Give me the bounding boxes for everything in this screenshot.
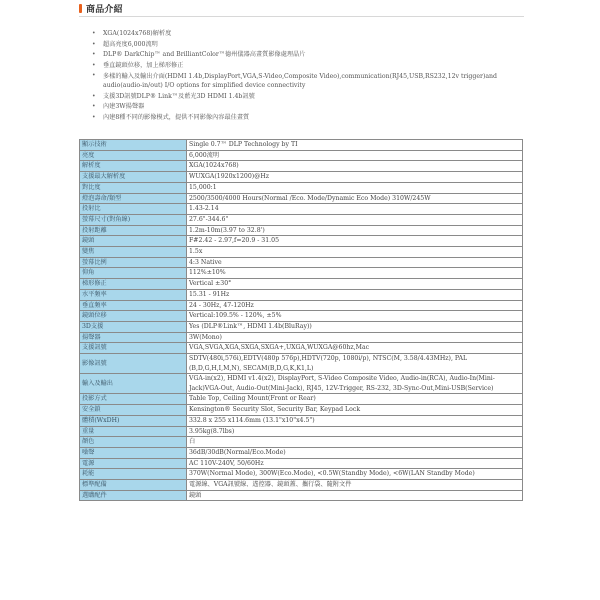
bullet-icon: • <box>92 72 96 80</box>
spec-row <box>80 268 523 279</box>
spec-row <box>80 405 523 416</box>
spec-row <box>80 311 523 322</box>
spec-value: Table Top, Ceiling Mount(Front or Rear) <box>187 394 523 405</box>
spec-value: 1.2m-10m(3.97 to 32.8') <box>187 225 523 236</box>
spec-row <box>80 426 523 437</box>
spec-label: 仰角 <box>80 268 187 279</box>
spec-row <box>80 140 523 151</box>
spec-label: 重量 <box>80 426 187 437</box>
feature-item: • 內建8種不同的影像模式，提供不同影像內容最佳畫質 <box>90 113 530 124</box>
spec-row <box>80 447 523 458</box>
spec-value: 1.5x <box>187 247 523 258</box>
spec-label: 垂直頻率 <box>80 300 187 311</box>
spec-label: 顯示技術 <box>80 140 187 151</box>
spec-label: 體積(WxDH) <box>80 415 187 426</box>
spec-row <box>80 204 523 215</box>
bullet-icon: • <box>92 30 96 37</box>
spec-value: 36dB/30dB(Normal/Eco.Mode) <box>187 447 523 458</box>
spec-label: 鏡頭位移 <box>80 311 187 322</box>
spec-label: 支援最大解析度 <box>80 172 187 183</box>
spec-value: 15,000:1 <box>187 182 523 193</box>
bullet-icon: • <box>92 92 96 100</box>
spec-value: 鏡頭 <box>187 490 523 501</box>
section-marker-icon <box>79 4 82 13</box>
spec-value: 4:3 Native <box>187 257 523 268</box>
spec-label: 影像訊號 <box>80 354 187 374</box>
spec-row <box>80 343 523 354</box>
bullet-icon: • <box>92 51 96 59</box>
spec-value: 2500/3500/4000 Hours(Normal /Eco. Mode/Dynamic Eco Mode) 310W/245W <box>187 193 523 204</box>
feature-item: • 多樣的輸入及輸出介面(HDMI 1.4b,DisplayPort,VGA,S-Video,Composite Video),communication(RJ45,USB,RS232,12v trigger)and audio(audio-in/out) I/O options for simplified device connectivity <box>92 72 497 90</box>
spec-label: 3D支援 <box>80 321 187 332</box>
section-header <box>79 0 524 17</box>
feature-item: • 內建3W揚聲器 <box>90 102 530 113</box>
spec-row <box>80 332 523 343</box>
spec-row <box>80 236 523 247</box>
spec-row <box>80 182 523 193</box>
bullet-icon: • <box>92 40 96 48</box>
spec-value: 370W(Normal Mode), 300W(Eco.Mode), <0.5W(Standby Mode), <6W(LAN Standby Mode) <box>187 469 523 480</box>
spec-label: 輸入及輸出 <box>80 374 187 394</box>
spec-value: Single 0.7™ DLP Technology by TI <box>187 140 523 151</box>
spec-value: 電源線、VGA訊號線、遙控器、鏡頭蓋、攜行袋、隨附文件 <box>187 480 523 491</box>
spec-label: 投射比 <box>80 204 187 215</box>
spec-row <box>80 193 523 204</box>
spec-label: 解析度 <box>80 161 187 172</box>
spec-row <box>80 437 523 448</box>
bullet-icon: • <box>92 103 96 111</box>
spec-value: Yes (DLP®Link™, HDMI 1.4b(BluRay)) <box>187 321 523 332</box>
spec-label: 鏡頭 <box>80 236 187 247</box>
spec-label: 亮度 <box>80 150 187 161</box>
feature-item: • DLP® DarkChip™ and BrilliantColor™德州儀器高畫質影像處理晶片 <box>90 50 530 61</box>
spec-value: F#2.42 - 2.97,f=20.9 - 31.05 <box>187 236 523 247</box>
spec-label: 螢幕尺寸(對角線) <box>80 214 187 225</box>
spec-label: 電源 <box>80 458 187 469</box>
spec-table <box>79 139 523 501</box>
section-title: 商品介紹 <box>86 4 123 15</box>
spec-value: Vertical:109.5% - 120%, ±5% <box>187 311 523 322</box>
bullet-icon: • <box>92 61 96 69</box>
spec-value: SDTV(480i,576i),EDTV(480p 576p),HDTV(720p, 1080i/p), NTSC(M, 3.58/4.43MHz), PAL (B,D,G,H,I,M,N), SECAM(B,D,G,K,K1,L) <box>187 354 523 374</box>
spec-row <box>80 161 523 172</box>
spec-label: 顏色 <box>80 437 187 448</box>
spec-label: 揚聲器 <box>80 332 187 343</box>
feature-item: • 支援3D訊號DLP® Link™及藍光3D HDMI 1.4b訊號 <box>90 92 530 103</box>
spec-row <box>80 415 523 426</box>
spec-row <box>80 321 523 332</box>
spec-value: 白 <box>187 437 523 448</box>
spec-label: 螢幕比例 <box>80 257 187 268</box>
spec-row <box>80 300 523 311</box>
spec-value: XGA(1024x768) <box>187 161 523 172</box>
spec-value: VGA-in(x2), HDMI v1.4(x2), DisplayPort, S-Video Composite Video, Audio-in(RCA), Audio-In(Mini-Jack)VGA-Out, Audio-Out(Mini-Jack), RJ45, 12V-Trigger, RS-232, 3D-Sync-Out,Mini-USB(Service) <box>187 374 523 394</box>
bullet-icon: • <box>92 113 96 121</box>
spec-value: 112%±10% <box>187 268 523 279</box>
spec-row <box>80 458 523 469</box>
spec-label: 噪聲 <box>80 447 187 458</box>
spec-row <box>80 247 523 258</box>
spec-row <box>80 394 523 405</box>
spec-row <box>80 257 523 268</box>
spec-label: 對比度 <box>80 182 187 193</box>
spec-value: 1.43-2.14 <box>187 204 523 215</box>
spec-value: VGA,SVGA,XGA,SXGA,SXGA+,UXGA,WUXGA@60hz,Mac <box>187 343 523 354</box>
spec-label: 安全鎖 <box>80 405 187 416</box>
spec-row <box>80 374 523 394</box>
spec-row <box>80 469 523 480</box>
spec-row <box>80 354 523 374</box>
spec-label: 支援訊號 <box>80 343 187 354</box>
feature-item: • XGA(1024x768)解析度 <box>90 29 530 40</box>
spec-value: 15.31 - 91Hz <box>187 289 523 300</box>
spec-row <box>80 150 523 161</box>
spec-value: 3W(Mono) <box>187 332 523 343</box>
spec-label: 選購配件 <box>80 490 187 501</box>
spec-label: 變焦 <box>80 247 187 258</box>
feature-item: • 垂直鏡頭位移，加上梯形修正 <box>90 61 530 72</box>
spec-label: 燈泡壽命/類型 <box>80 193 187 204</box>
spec-row <box>80 172 523 183</box>
spec-value: 6,000流明 <box>187 150 523 161</box>
spec-row <box>80 480 523 491</box>
spec-row <box>80 225 523 236</box>
spec-label: 梯形修正 <box>80 279 187 290</box>
spec-value: Vertical ±30° <box>187 279 523 290</box>
spec-value: Kensington® Security Slot, Security Bar, Keypad Lock <box>187 405 523 416</box>
spec-label: 耗能 <box>80 469 187 480</box>
spec-value: 24 - 30Hz, 47-120Hz <box>187 300 523 311</box>
spec-value: 3.95kg(8.7lbs) <box>187 426 523 437</box>
spec-row <box>80 279 523 290</box>
spec-row <box>80 289 523 300</box>
spec-label: 水平頻率 <box>80 289 187 300</box>
spec-value: 332.8 x 255 x114.6mm (13.1"x10"x4.5") <box>187 415 523 426</box>
feature-list <box>90 29 530 123</box>
spec-label: 投射距離 <box>80 225 187 236</box>
spec-row <box>80 490 523 501</box>
spec-label: 投影方式 <box>80 394 187 405</box>
spec-row <box>80 214 523 225</box>
feature-item: • 超高亮度6,000流明 <box>90 40 530 51</box>
spec-value: WUXGA(1920x1200)@Hz <box>187 172 523 183</box>
spec-label: 標準配備 <box>80 480 187 491</box>
spec-value: AC 110V-240V, 50/60Hz <box>187 458 523 469</box>
spec-value: 27.6"-344.6" <box>187 214 523 225</box>
